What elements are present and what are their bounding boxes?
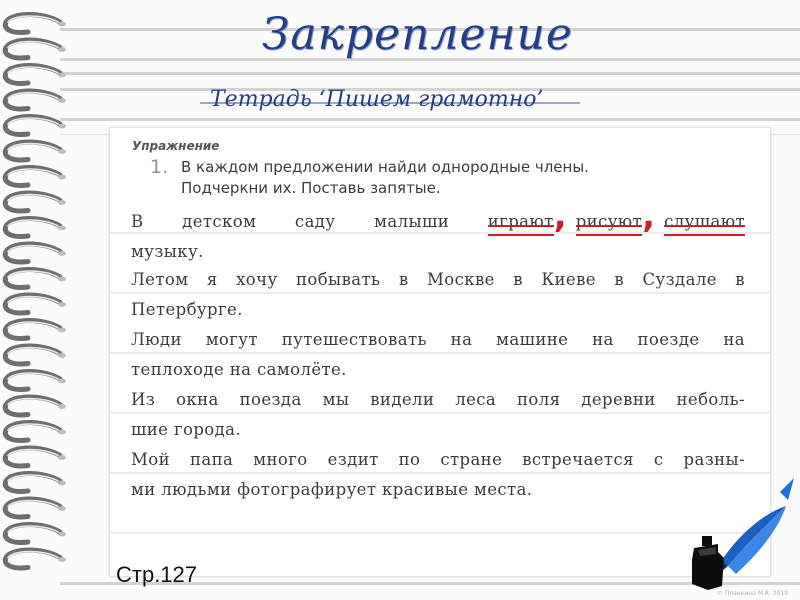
binding-hole — [58, 557, 66, 562]
spiral-ring — [5, 550, 60, 568]
underlined-word: рисуют — [576, 207, 642, 237]
sentence-2 — [131, 265, 745, 325]
spiral-ring — [5, 295, 60, 313]
page-subtitle: Тетрадь ‘Пишем грамотно’ — [210, 87, 544, 112]
sentence-line: Петербурге. — [131, 300, 243, 319]
underlined-word: играют — [488, 207, 554, 237]
binding-hole — [58, 455, 66, 460]
spiral-ring — [5, 91, 60, 109]
sentence-line: ми людьми фотографирует красивые места. — [131, 480, 533, 499]
binding-hole — [58, 404, 66, 409]
binding-hole — [58, 353, 66, 358]
binding-hole — [58, 200, 66, 205]
binding-hole — [58, 481, 66, 486]
spiral-ring — [5, 499, 60, 517]
underlined-word: слушают — [664, 207, 745, 237]
binding-hole — [58, 532, 66, 537]
spiral-binding-icon — [0, 0, 70, 600]
spiral-ring — [5, 40, 60, 58]
spiral-ring — [5, 193, 60, 211]
ruled-line — [60, 72, 800, 75]
binding-hole — [58, 506, 66, 511]
sentence-line: Мой папа много ездит по стране встречается с разны- — [131, 450, 745, 469]
binding-hole — [58, 22, 66, 27]
sentence-line — [131, 196, 745, 237]
sentence-line: Люди могут путешествовать на машине на поезде на — [131, 330, 745, 349]
spiral-ring — [5, 346, 60, 364]
page-reference: Стр.127 — [116, 562, 198, 587]
binding-hole — [58, 73, 66, 78]
task-line: Подчеркни их. Поставь запятые. — [181, 179, 441, 197]
spiral-ring — [5, 372, 60, 390]
spiral-ring — [5, 474, 60, 492]
exercise-label: Упражнение — [132, 139, 220, 153]
spiral-ring — [5, 448, 60, 466]
spiral-ring — [5, 270, 60, 288]
sentence-line: музыку. — [131, 242, 204, 261]
binding-hole — [58, 302, 66, 307]
spiral-ring — [5, 423, 60, 441]
page-title: Закрепление — [262, 9, 573, 60]
spiral-ring — [5, 321, 60, 339]
sentence-line: шие города. — [131, 420, 242, 439]
sentence-line: теплоходе на самолёте. — [131, 360, 347, 379]
binding-hole — [58, 430, 66, 435]
task-line: В каждом предложении найди однородные члены. — [181, 158, 589, 176]
spiral-ring — [5, 244, 60, 262]
sentence-text: В детском саду малыши — [131, 212, 450, 231]
binding-hole — [58, 379, 66, 384]
sentence-line: Летом я хочу побывать в Москве в Киеве в Суздале в — [131, 270, 745, 289]
spiral-ring — [5, 142, 60, 160]
binding-hole — [58, 277, 66, 282]
spiral-ring — [5, 168, 60, 186]
spiral-ring — [5, 525, 60, 543]
sentence-line: Из окна поезда мы видели леса поля деревни неболь- — [131, 390, 745, 409]
spiral-ring — [5, 15, 60, 33]
quill-pen-icon — [688, 470, 800, 600]
binding-hole — [58, 175, 66, 180]
inserted-comma: , — [553, 196, 568, 236]
sentence-1 — [131, 196, 745, 267]
ruled-line — [60, 118, 800, 121]
exercise-task — [181, 157, 761, 199]
card-rule — [110, 532, 770, 534]
sentence-4 — [131, 385, 745, 445]
binding-hole — [58, 124, 66, 129]
sentence-5 — [131, 445, 745, 505]
binding-hole — [58, 226, 66, 231]
copyright: © Планкина М.А. 2019 — [716, 590, 788, 597]
spiral-ring — [5, 397, 60, 415]
spiral-ring — [5, 66, 60, 84]
binding-hole — [58, 251, 66, 256]
spiral-ring — [5, 219, 60, 237]
exercise-number: 1. — [150, 156, 169, 178]
binding-hole — [58, 328, 66, 333]
binding-hole — [58, 98, 66, 103]
inserted-comma: , — [642, 196, 656, 236]
binding-hole — [58, 149, 66, 154]
binding-hole — [58, 47, 66, 52]
spiral-ring — [5, 117, 60, 135]
sentence-3 — [131, 325, 745, 385]
